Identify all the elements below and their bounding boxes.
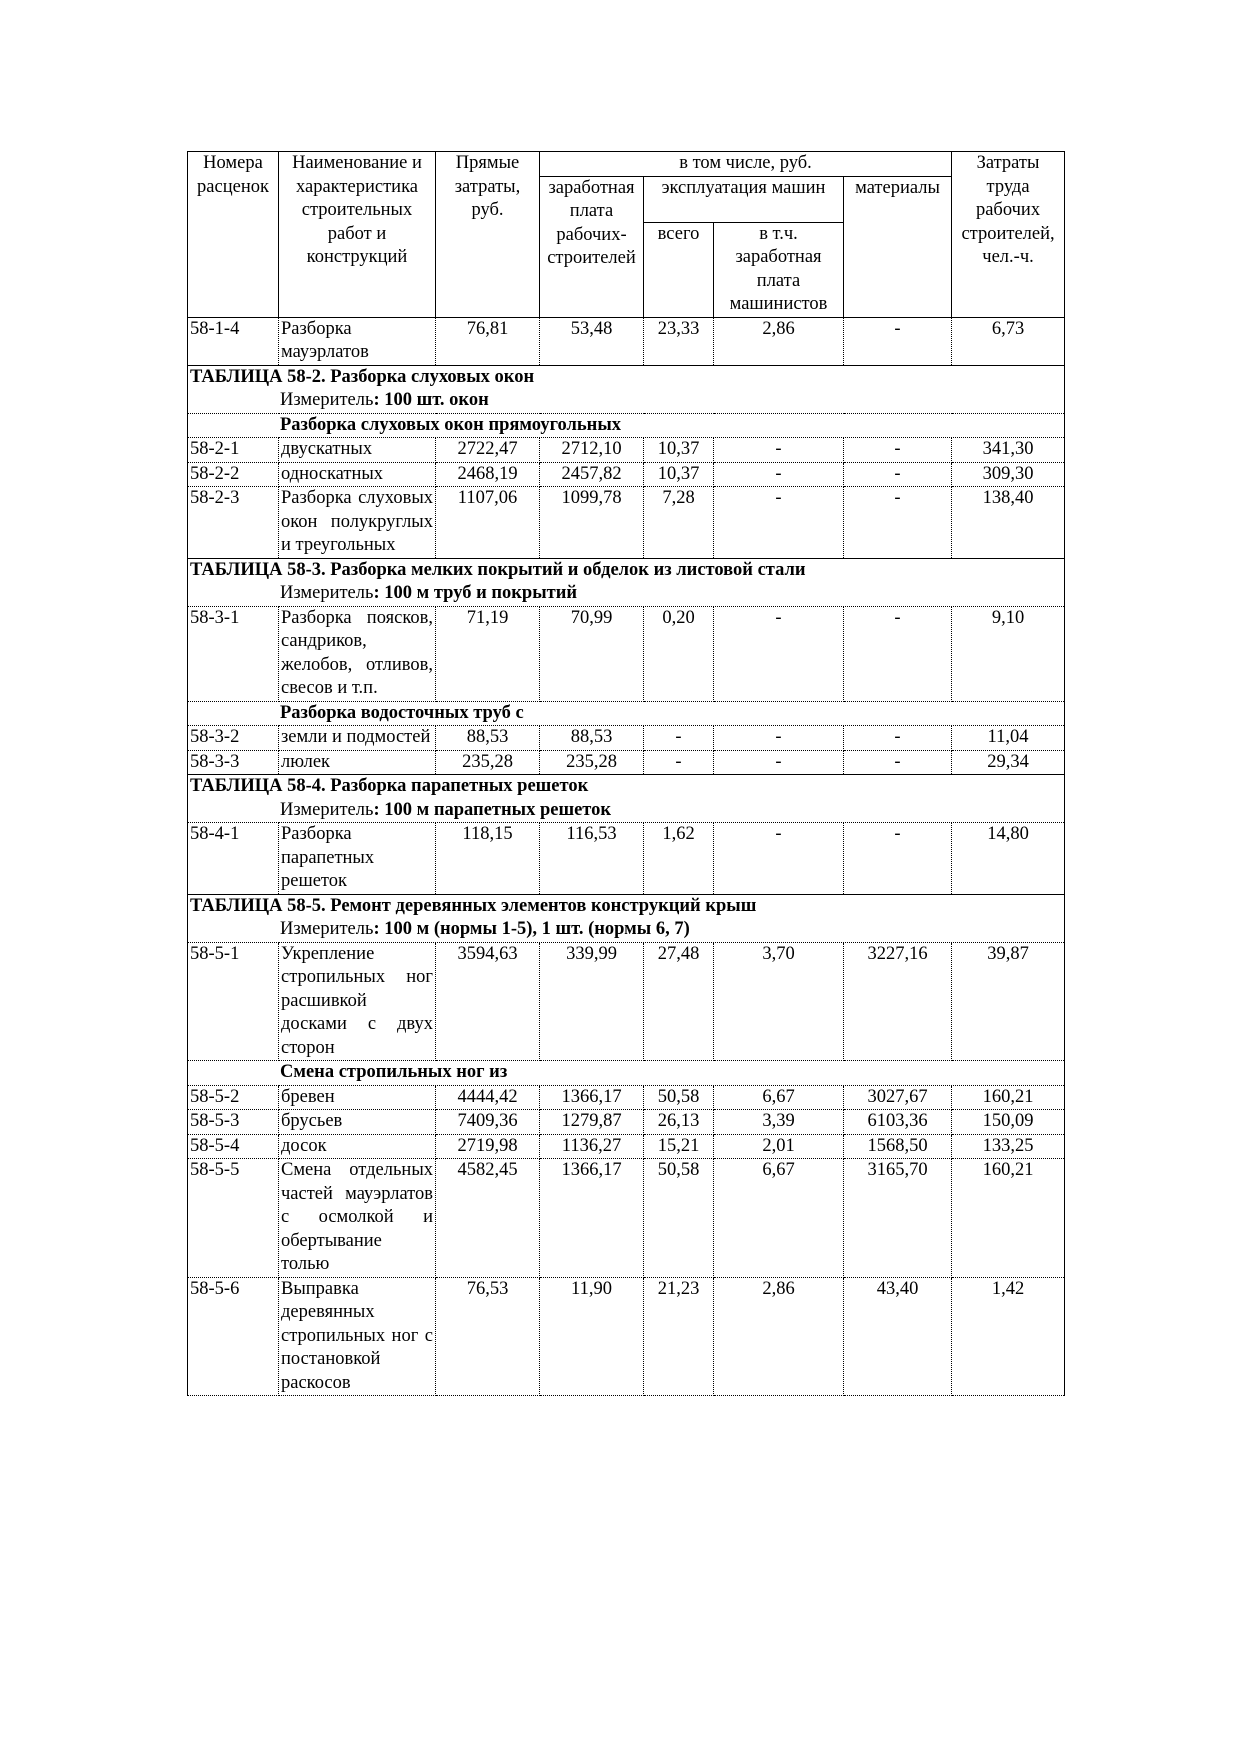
materials-cell: 3165,70	[844, 1159, 952, 1278]
direct-costs-cell: 1107,06	[436, 487, 540, 559]
subgroup-title: Разборка водосточных труб с	[188, 701, 1065, 726]
subgroup-row	[188, 413, 1065, 438]
materials-cell: 43,40	[844, 1277, 952, 1396]
labor-hours-cell: 9,10	[952, 606, 1065, 701]
work-name-cell: досок	[279, 1134, 436, 1159]
measure-unit-row	[188, 582, 1065, 606]
rate-code-cell: 58-3-1	[188, 606, 279, 701]
direct-costs-cell: 2719,98	[436, 1134, 540, 1159]
labor-hours-cell: 150,09	[952, 1110, 1065, 1135]
machines-total-cell: 26,13	[644, 1110, 714, 1135]
labor-hours-cell: 160,21	[952, 1085, 1065, 1110]
rate-code-cell: 58-1-4	[188, 317, 279, 365]
work-name-cell: односкатных	[279, 462, 436, 487]
rates-table	[187, 151, 1065, 1396]
header-including: в том числе, руб.	[540, 152, 952, 177]
table-section-title	[188, 894, 1065, 918]
subgroup-title: Разборка слуховых окон прямоугольных	[188, 413, 1065, 438]
rate-code-cell: 58-5-4	[188, 1134, 279, 1159]
table-row	[188, 438, 1065, 463]
work-name-cell: Выправка деревянных стропильных ног с постановкой раскосов	[279, 1277, 436, 1396]
measure-unit-row	[188, 918, 1065, 942]
materials-cell: 3227,16	[844, 942, 952, 1061]
table-row	[188, 942, 1065, 1061]
materials-cell: -	[844, 462, 952, 487]
machinist-wage-cell: 2,01	[714, 1134, 844, 1159]
header-code: Номера расценок	[188, 152, 279, 318]
machinist-wage-cell: 6,67	[714, 1159, 844, 1278]
rate-code-cell: 58-5-2	[188, 1085, 279, 1110]
labor-hours-cell: 138,40	[952, 487, 1065, 559]
work-name-cell: Смена отдельных частей мауэрлатов с осмолкой и обертывание толью	[279, 1159, 436, 1278]
machines-total-cell: 10,37	[644, 438, 714, 463]
table-row	[188, 1110, 1065, 1135]
table-row	[188, 726, 1065, 751]
machines-total-cell: 7,28	[644, 487, 714, 559]
worker-wage-cell: 1136,27	[540, 1134, 644, 1159]
work-name-cell: Разборка слуховых окон полукруглых и треугольных	[279, 487, 436, 559]
direct-costs-cell: 3594,63	[436, 942, 540, 1061]
machines-total-cell: -	[644, 726, 714, 751]
work-name-cell: Разборка поясков, сандриков, желобов, отливов, свесов и т.п.	[279, 606, 436, 701]
machinist-wage-cell: -	[714, 438, 844, 463]
labor-hours-cell: 341,30	[952, 438, 1065, 463]
labor-hours-cell: 11,04	[952, 726, 1065, 751]
direct-costs-cell: 118,15	[436, 823, 540, 895]
table-row	[188, 1085, 1065, 1110]
table-row	[188, 487, 1065, 559]
table-row	[188, 1134, 1065, 1159]
direct-costs-cell: 76,81	[436, 317, 540, 365]
materials-cell: -	[844, 726, 952, 751]
header-machines-total: всего	[644, 222, 714, 317]
subgroup-title: Смена стропильных ног из	[188, 1061, 1065, 1086]
header-materials: материалы	[844, 176, 952, 317]
subgroup-row	[188, 701, 1065, 726]
table-row	[188, 462, 1065, 487]
machinist-wage-cell: -	[714, 750, 844, 775]
direct-costs-cell: 4444,42	[436, 1085, 540, 1110]
measure-value: : 100 м парапетных решеток	[373, 799, 612, 820]
measure-label: Измеритель	[280, 799, 374, 820]
rate-code-cell: 58-4-1	[188, 823, 279, 895]
rate-code-cell: 58-5-3	[188, 1110, 279, 1135]
labor-hours-cell: 29,34	[952, 750, 1065, 775]
direct-costs-cell: 88,53	[436, 726, 540, 751]
labor-hours-cell: 309,30	[952, 462, 1065, 487]
table-section-title	[188, 775, 1065, 799]
rate-code-cell: 58-2-2	[188, 462, 279, 487]
table-section-title	[188, 558, 1065, 582]
table-row	[188, 606, 1065, 701]
worker-wage-cell: 339,99	[540, 942, 644, 1061]
section-title: ТАБЛИЦА 58-2. Разборка слуховых окон	[188, 365, 1065, 389]
worker-wage-cell: 70,99	[540, 606, 644, 701]
worker-wage-cell: 2457,82	[540, 462, 644, 487]
rate-code-cell: 58-2-3	[188, 487, 279, 559]
labor-hours-cell: 160,21	[952, 1159, 1065, 1278]
work-name-cell: люлек	[279, 750, 436, 775]
machines-total-cell: 15,21	[644, 1134, 714, 1159]
subgroup-row	[188, 1061, 1065, 1086]
measure-value: : 100 м (нормы 1-5), 1 шт. (нормы 6, 7)	[373, 919, 690, 939]
worker-wage-cell: 11,90	[540, 1277, 644, 1396]
measure-label: Измеритель	[280, 583, 374, 603]
machinist-wage-cell: 6,67	[714, 1085, 844, 1110]
measure-unit-row	[188, 799, 1065, 823]
machinist-wage-cell: -	[714, 726, 844, 751]
table-row	[188, 1159, 1065, 1278]
machinist-wage-cell: -	[714, 462, 844, 487]
measure-label: Измеритель	[280, 919, 374, 939]
labor-hours-cell: 1,42	[952, 1277, 1065, 1396]
rate-table-page	[187, 151, 1064, 1396]
work-name-cell: бревен	[279, 1085, 436, 1110]
machinist-wage-cell: 2,86	[714, 1277, 844, 1396]
section-title: ТАБЛИЦА 58-5. Ремонт деревянных элементов конструкций крыш	[188, 894, 1065, 918]
worker-wage-cell: 1366,17	[540, 1159, 644, 1278]
machines-total-cell: 0,20	[644, 606, 714, 701]
table-row	[188, 750, 1065, 775]
measure-unit	[188, 582, 1065, 606]
machines-total-cell: 21,23	[644, 1277, 714, 1396]
machinist-wage-cell: -	[714, 487, 844, 559]
direct-costs-cell: 7409,36	[436, 1110, 540, 1135]
work-name-cell: земли и подмостей	[279, 726, 436, 751]
machines-total-cell: 23,33	[644, 317, 714, 365]
machinist-wage-cell: -	[714, 606, 844, 701]
header-wage: заработная плата рабочих-строителей	[540, 176, 644, 317]
labor-hours-cell: 39,87	[952, 942, 1065, 1061]
work-name-cell: брусьев	[279, 1110, 436, 1135]
materials-cell: 6103,36	[844, 1110, 952, 1135]
rate-code-cell: 58-5-1	[188, 942, 279, 1061]
materials-cell: -	[844, 438, 952, 463]
measure-value: : 100 м труб и покрытий	[373, 583, 578, 603]
machinist-wage-cell: 3,39	[714, 1110, 844, 1135]
worker-wage-cell: 88,53	[540, 726, 644, 751]
measure-unit	[188, 918, 1065, 942]
measure-unit-row	[188, 389, 1065, 413]
direct-costs-cell: 235,28	[436, 750, 540, 775]
materials-cell: -	[844, 823, 952, 895]
header-direct-costs: Прямые затраты, руб.	[436, 152, 540, 318]
machines-total-cell: 50,58	[644, 1159, 714, 1278]
measure-unit	[188, 799, 1065, 823]
machines-total-cell: 27,48	[644, 942, 714, 1061]
machinist-wage-cell: 3,70	[714, 942, 844, 1061]
direct-costs-cell: 71,19	[436, 606, 540, 701]
header-machines-wage: в т.ч. заработная плата машинистов	[714, 222, 844, 317]
section-title: ТАБЛИЦА 58-4. Разборка парапетных решеток	[188, 775, 1065, 799]
header-name: Наименование и характеристика строительных работ и конструкций	[279, 152, 436, 318]
worker-wage-cell: 235,28	[540, 750, 644, 775]
labor-hours-cell: 14,80	[952, 823, 1065, 895]
table-row	[188, 1277, 1065, 1396]
worker-wage-cell: 53,48	[540, 317, 644, 365]
rate-code-cell: 58-5-6	[188, 1277, 279, 1396]
worker-wage-cell: 1279,87	[540, 1110, 644, 1135]
section-title: ТАБЛИЦА 58-3. Разборка мелких покрытий и обделок из листовой стали	[188, 558, 1065, 582]
machinist-wage-cell: -	[714, 823, 844, 895]
machines-total-cell: 50,58	[644, 1085, 714, 1110]
work-name-cell: двускатных	[279, 438, 436, 463]
machines-total-cell: 1,62	[644, 823, 714, 895]
measure-label: Измеритель	[280, 390, 374, 410]
labor-hours-cell: 133,25	[952, 1134, 1065, 1159]
work-name-cell: Укрепление стропильных ног расшивкой досками с двух сторон	[279, 942, 436, 1061]
rate-code-cell: 58-5-5	[188, 1159, 279, 1278]
table-row	[188, 823, 1065, 895]
work-name-cell: Разборка парапетных решеток	[279, 823, 436, 895]
machines-total-cell: 10,37	[644, 462, 714, 487]
direct-costs-cell: 76,53	[436, 1277, 540, 1396]
table-section-title	[188, 365, 1065, 389]
worker-wage-cell: 116,53	[540, 823, 644, 895]
worker-wage-cell: 1099,78	[540, 487, 644, 559]
rate-code-cell: 58-3-3	[188, 750, 279, 775]
materials-cell: 1568,50	[844, 1134, 952, 1159]
work-name-cell: Разборка мауэрлатов	[279, 317, 436, 365]
table-row	[188, 317, 1065, 365]
machinist-wage-cell: 2,86	[714, 317, 844, 365]
materials-cell: -	[844, 487, 952, 559]
worker-wage-cell: 2712,10	[540, 438, 644, 463]
direct-costs-cell: 2468,19	[436, 462, 540, 487]
materials-cell: 3027,67	[844, 1085, 952, 1110]
measure-value: : 100 шт. окон	[373, 390, 489, 410]
measure-unit	[188, 389, 1065, 413]
direct-costs-cell: 2722,47	[436, 438, 540, 463]
labor-hours-cell: 6,73	[952, 317, 1065, 365]
header-machines: эксплуатация машин	[644, 176, 844, 222]
rates-body	[188, 317, 1065, 1396]
materials-cell: -	[844, 750, 952, 775]
worker-wage-cell: 1366,17	[540, 1085, 644, 1110]
materials-cell: -	[844, 317, 952, 365]
direct-costs-cell: 4582,45	[436, 1159, 540, 1278]
materials-cell: -	[844, 606, 952, 701]
header-labor: Затраты труда рабочих строителей, чел.-ч.	[952, 152, 1065, 318]
rate-code-cell: 58-2-1	[188, 438, 279, 463]
rate-code-cell: 58-3-2	[188, 726, 279, 751]
machines-total-cell: -	[644, 750, 714, 775]
